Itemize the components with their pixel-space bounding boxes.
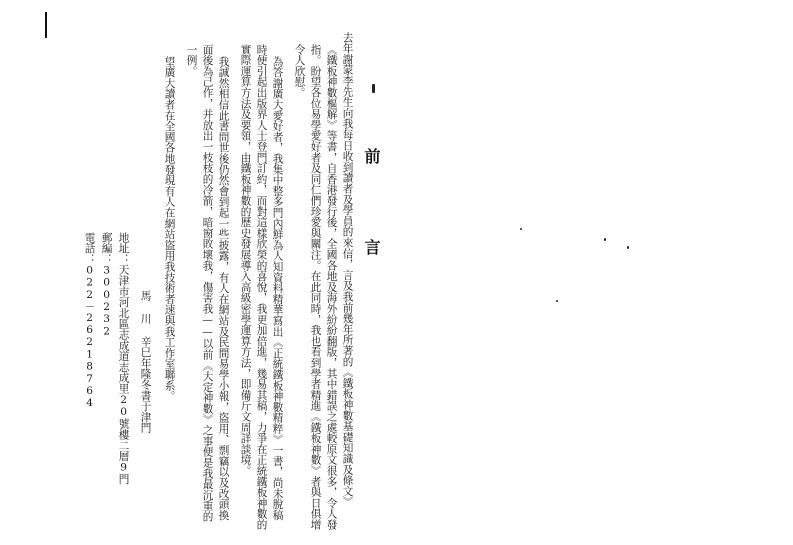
author-signature: 馬 川 辛巳年隆冬書于津門 bbox=[139, 290, 152, 434]
paragraph-line: 指。盼望各位易學愛好者及同仁們珍愛與關注。在此同時，我也看到學者精進《鐵板神數》者與日俱增 bbox=[309, 44, 322, 530]
paragraph-line: 面後為己作，并放出一枝枝的冷箭，暗窗敗壞我，傷害我——以前《大定神數》之事便是我最沉重的 bbox=[201, 44, 214, 522]
paragraph-line: 為答謝廣大愛好者，我集中整多門內鮮為人知資料精華寫出《正統鐵板神數精粹》一書，尚未脫稿 bbox=[271, 56, 284, 521]
paragraph-line: 望廣大讀者在全國各地發現有人在網站盜用我技術者速與我工作室聯系。 bbox=[163, 56, 176, 402]
paragraph-line: 實際運算方法及要領，由鐵板神數的歷史發展導入高級密學運算方法，即備斤文周詳談境。 bbox=[239, 44, 252, 476]
scan-speck bbox=[556, 300, 558, 302]
paragraph-line: 一例。 bbox=[185, 44, 198, 77]
scan-speck bbox=[604, 238, 606, 241]
page-title: 前 言 bbox=[362, 148, 381, 283]
contact-address: 地址：天津市河北區志成道志成里20號樓二層9門 bbox=[117, 232, 130, 485]
paragraph-line: 《鐵板神數樞解》等書，自香港發行後，全國各地及海外紛紛翻版，其中錯誤之處較原文很多，令人發 bbox=[325, 44, 338, 530]
paragraph-line: 令人欣慰。 bbox=[293, 44, 306, 98]
scan-speck bbox=[520, 228, 522, 230]
paragraph-line: 去年謝蒙李先生向我每日收到讀者及學員的來信，言及我前幾年所著的《鐵板神數基礎知識及條文》 bbox=[341, 32, 354, 508]
contact-phone: 電話：022－26218764 bbox=[83, 232, 96, 410]
paragraph-line: 我誠然相信此書問世後仍然會到起一些披露，有人在網站及民間易學小報，盜用、剽竊以及改頭換 bbox=[217, 56, 230, 521]
scan-speck bbox=[627, 246, 629, 249]
paragraph-line: 時便引起出版界人士登門訂約，而對這樣欣榮的喜悅，我更加倍進，幾易其稿，力爭在正統鐵板神數的 bbox=[255, 44, 268, 530]
contact-postcode: 郵編：300232 bbox=[100, 232, 113, 338]
page-edge-mark bbox=[45, 12, 47, 38]
scan-speck bbox=[372, 84, 375, 93]
